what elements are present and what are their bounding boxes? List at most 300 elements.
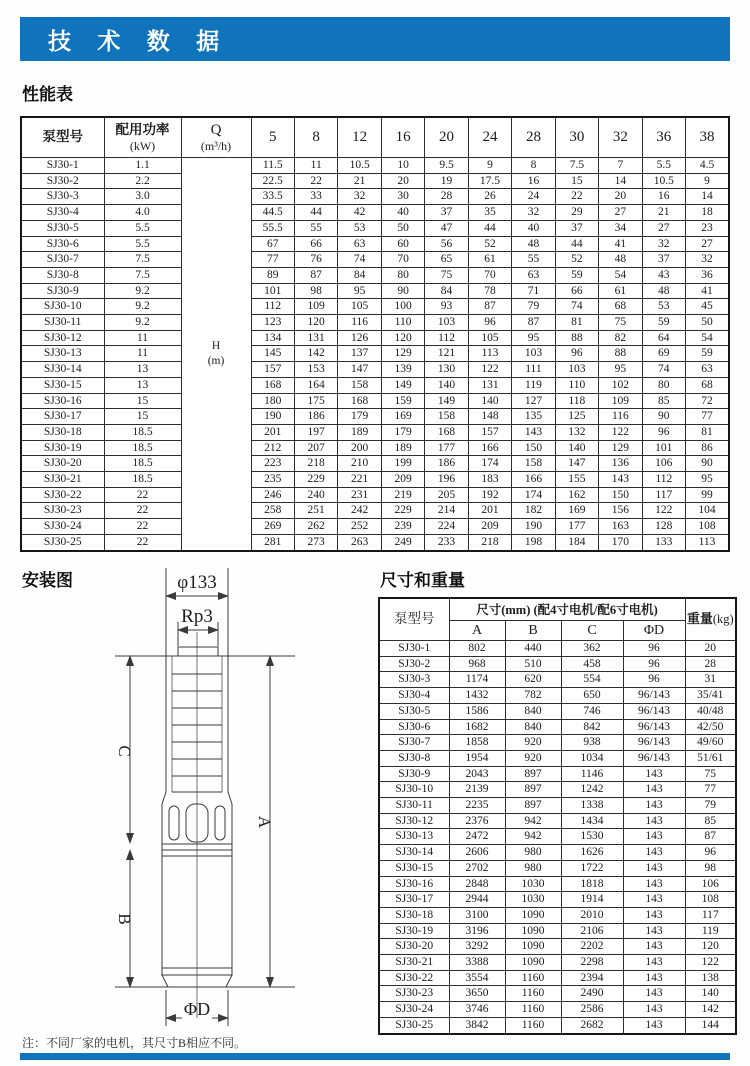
- perf-power: 9.2: [104, 315, 181, 331]
- dims-b: 920: [505, 750, 561, 766]
- perf-head-value: 214: [425, 503, 468, 519]
- discharge-flange: [178, 647, 218, 656]
- perf-model: SJ30-4: [21, 205, 104, 221]
- perf-head-value: 70: [468, 267, 511, 283]
- perf-head-value: 32: [338, 189, 381, 205]
- perf-head-value: 74: [555, 299, 598, 315]
- perf-head-value: 99: [686, 487, 729, 503]
- perf-power: 9.2: [104, 299, 181, 315]
- perf-head-value: 88: [555, 330, 598, 346]
- perf-row: [21, 205, 729, 221]
- perf-row: [21, 534, 729, 550]
- perf-head-value: 29: [555, 205, 598, 221]
- perf-head-value: 169: [555, 503, 598, 519]
- perf-head-value: 186: [294, 409, 337, 425]
- perf-head-value: 66: [555, 283, 598, 299]
- dims-a: 1858: [449, 735, 505, 751]
- flow-col-38: 38: [686, 117, 729, 158]
- page-title-text: 技 术 数 据: [48, 27, 230, 54]
- perf-row: [21, 252, 729, 268]
- perf-head-value: 96: [468, 315, 511, 331]
- perf-head-value: 155: [555, 472, 598, 488]
- flow-col-36: 36: [642, 117, 685, 158]
- dims-weight: 51/61: [685, 750, 736, 766]
- dims-model: SJ30-3: [379, 672, 449, 688]
- perf-power: 22: [104, 534, 181, 550]
- dims-d: 96: [623, 672, 685, 688]
- dims-row: [379, 876, 736, 892]
- inlet-slot-left: [169, 806, 179, 840]
- dims-sub-col-b: B: [505, 621, 561, 641]
- perf-head-value: 37: [555, 220, 598, 236]
- dims-d: 143: [623, 892, 685, 908]
- perf-head-value: 200: [338, 440, 381, 456]
- perf-head-value: 32: [686, 252, 729, 268]
- label-dim-a: A: [255, 815, 274, 829]
- dims-model: SJ30-17: [379, 892, 449, 908]
- perf-head-value: 44: [555, 236, 598, 252]
- dims-b: 1090: [505, 923, 561, 939]
- perf-head-value: 84: [425, 283, 468, 299]
- perf-head-value: 112: [251, 299, 294, 315]
- perf-head-value: 14: [599, 173, 642, 189]
- perf-head-value: 201: [468, 503, 511, 519]
- perf-head-value: 113: [468, 346, 511, 362]
- dims-col-model: 泵型号: [379, 598, 449, 641]
- perf-head-value: 190: [512, 519, 555, 535]
- dims-row: [379, 782, 736, 798]
- taper-left: [162, 792, 166, 804]
- perf-head-value: 150: [599, 487, 642, 503]
- dims-weight: 77: [685, 782, 736, 798]
- dims-d: 143: [623, 923, 685, 939]
- dims-model: SJ30-15: [379, 860, 449, 876]
- perf-head-value: 119: [512, 377, 555, 393]
- dims-a: 3196: [449, 923, 505, 939]
- perf-head-value: 56: [425, 236, 468, 252]
- perf-head-value: 163: [599, 519, 642, 535]
- perf-head-value: 54: [686, 330, 729, 346]
- dims-a: 3746: [449, 1002, 505, 1018]
- dims-model: SJ30-22: [379, 970, 449, 986]
- perf-head-value: 52: [555, 252, 598, 268]
- perf-head-value: 27: [642, 220, 685, 236]
- col-header-model: 泵型号: [21, 117, 104, 158]
- perf-row: [21, 299, 729, 315]
- performance-header-row: [21, 117, 729, 158]
- perf-head-value: 44: [468, 220, 511, 236]
- perf-row: [21, 440, 729, 456]
- perf-head-value: 50: [686, 315, 729, 331]
- perf-power: 18.5: [104, 472, 181, 488]
- dims-weight: 31: [685, 672, 736, 688]
- perf-model: SJ30-22: [21, 487, 104, 503]
- perf-head-value: 231: [338, 487, 381, 503]
- dims-d: 143: [623, 766, 685, 782]
- dims-d: 143: [623, 782, 685, 798]
- dims-a: 1682: [449, 719, 505, 735]
- perf-head-value: 168: [425, 424, 468, 440]
- dims-c: 1818: [561, 876, 623, 892]
- perf-power: 22: [104, 487, 181, 503]
- perf-head-value: 110: [555, 377, 598, 393]
- perf-head-value: 10: [381, 158, 424, 174]
- dims-a: 2043: [449, 766, 505, 782]
- dims-a: 3388: [449, 955, 505, 971]
- perf-head-value: 189: [381, 440, 424, 456]
- perf-head-value: 149: [425, 393, 468, 409]
- perf-head-value: 131: [294, 330, 337, 346]
- perf-head-value: 9.5: [425, 158, 468, 174]
- perf-head-value: 169: [381, 409, 424, 425]
- dims-col-weight: 重量(kg): [685, 598, 736, 641]
- perf-head-value: 126: [338, 330, 381, 346]
- perf-head-value: 140: [425, 377, 468, 393]
- perf-row: [21, 409, 729, 425]
- perf-head-value: 96: [642, 424, 685, 440]
- dims-b: 942: [505, 813, 561, 829]
- perf-row: [21, 283, 729, 299]
- dims-d: 143: [623, 986, 685, 1002]
- perf-head-value: 52: [468, 236, 511, 252]
- perf-head-value: 96: [555, 346, 598, 362]
- perf-head-value: 207: [294, 440, 337, 456]
- dims-weight: 40/48: [685, 703, 736, 719]
- col-header-power: 配用功率 (kW): [104, 117, 181, 158]
- perf-head-value: 112: [642, 472, 685, 488]
- perf-power: 1.1: [104, 158, 181, 174]
- perf-head-value: 11: [294, 158, 337, 174]
- perf-head-value: 179: [338, 409, 381, 425]
- perf-head-value: 162: [555, 487, 598, 503]
- perf-row: [21, 487, 729, 503]
- label-top-diameter: φ133: [177, 572, 217, 593]
- perf-head-value: 33.5: [251, 189, 294, 205]
- dims-b: 1090: [505, 939, 561, 955]
- perf-head-value: 148: [468, 409, 511, 425]
- perf-model: SJ30-3: [21, 189, 104, 205]
- perf-head-value: 133: [642, 534, 685, 550]
- perf-model: SJ30-24: [21, 519, 104, 535]
- perf-head-value: 22: [294, 173, 337, 189]
- dims-c: 1914: [561, 892, 623, 908]
- perf-head-value: 70: [381, 252, 424, 268]
- perf-head-value: 251: [294, 503, 337, 519]
- perf-head-value: 150: [512, 440, 555, 456]
- perf-head-value: 50: [381, 220, 424, 236]
- dims-row: [379, 1017, 736, 1033]
- dims-weight: 119: [685, 923, 736, 939]
- perf-head-value: 27: [599, 205, 642, 221]
- dims-row: [379, 955, 736, 971]
- perf-head-value: 158: [512, 456, 555, 472]
- dims-b: 782: [505, 688, 561, 704]
- perf-model: SJ30-16: [21, 393, 104, 409]
- dims-row: [379, 939, 736, 955]
- dims-model: SJ30-8: [379, 750, 449, 766]
- perf-row: [21, 519, 729, 535]
- dims-c: 2202: [561, 939, 623, 955]
- perf-head-value: 33: [294, 189, 337, 205]
- dims-weight: 140: [685, 986, 736, 1002]
- perf-head-value: 258: [251, 503, 294, 519]
- perf-model: SJ30-18: [21, 424, 104, 440]
- installation-section-heading: 安装图: [22, 571, 73, 590]
- dims-a: 1432: [449, 688, 505, 704]
- perf-head-value: 224: [425, 519, 468, 535]
- perf-head-value: 7: [599, 158, 642, 174]
- perf-row: [21, 424, 729, 440]
- dims-weight: 42/50: [685, 719, 736, 735]
- perf-head-value: 53: [642, 299, 685, 315]
- perf-head-value: 95: [512, 330, 555, 346]
- dims-c: 1338: [561, 798, 623, 814]
- dims-model: SJ30-20: [379, 939, 449, 955]
- perf-head-value: 252: [338, 519, 381, 535]
- dims-model: SJ30-6: [379, 719, 449, 735]
- dims-c: 2298: [561, 955, 623, 971]
- perf-head-value: 41: [599, 236, 642, 252]
- perf-head-value: 177: [555, 519, 598, 535]
- perf-head-value: 221: [338, 472, 381, 488]
- perf-head-value: 108: [686, 519, 729, 535]
- dims-row: [379, 813, 736, 829]
- perf-head-value: 14: [686, 189, 729, 205]
- perf-head-value: 212: [251, 440, 294, 456]
- perf-head-value: 142: [294, 346, 337, 362]
- perf-row: [21, 456, 729, 472]
- perf-head-value: 82: [599, 330, 642, 346]
- perf-head-value: 60: [381, 236, 424, 252]
- perf-power: 15: [104, 409, 181, 425]
- perf-head-value: 71: [512, 283, 555, 299]
- perf-head-value: 105: [468, 330, 511, 346]
- dims-d: 143: [623, 1002, 685, 1018]
- dims-c: 458: [561, 656, 623, 672]
- perf-head-value: 111: [512, 362, 555, 378]
- perf-head-value: 168: [251, 377, 294, 393]
- dims-model: SJ30-23: [379, 986, 449, 1002]
- perf-power: 5.5: [104, 236, 181, 252]
- perf-head-value: 63: [338, 236, 381, 252]
- dims-row: [379, 986, 736, 1002]
- bottom-accent-bar: [20, 1053, 730, 1060]
- perf-model: SJ30-7: [21, 252, 104, 268]
- dims-b: 1030: [505, 876, 561, 892]
- perf-head-value: 158: [338, 377, 381, 393]
- perf-head-value: 168: [338, 393, 381, 409]
- dims-b: 920: [505, 735, 561, 751]
- dims-model: SJ30-11: [379, 798, 449, 814]
- dims-c: 1146: [561, 766, 623, 782]
- perf-head-value: 66: [294, 236, 337, 252]
- dims-b: 942: [505, 829, 561, 845]
- perf-head-value: 81: [555, 315, 598, 331]
- perf-row: [21, 267, 729, 283]
- perf-head-value: 121: [425, 346, 468, 362]
- dims-a: 2944: [449, 892, 505, 908]
- perf-head-value: 30: [381, 189, 424, 205]
- dims-d: 143: [623, 813, 685, 829]
- perf-head-value: 147: [555, 456, 598, 472]
- dims-d: 96: [623, 656, 685, 672]
- perf-head-value: 110: [381, 315, 424, 331]
- dims-weight: 142: [685, 1002, 736, 1018]
- perf-model: SJ30-17: [21, 409, 104, 425]
- perf-row: [21, 346, 729, 362]
- perf-head-value: 64: [642, 330, 685, 346]
- perf-head-value: 65: [425, 252, 468, 268]
- dims-d: 143: [623, 876, 685, 892]
- perf-head-value: 174: [468, 456, 511, 472]
- dims-b: 1090: [505, 907, 561, 923]
- dims-model: SJ30-1: [379, 641, 449, 657]
- perf-head-value: 34: [599, 220, 642, 236]
- dims-c: 938: [561, 735, 623, 751]
- perf-head-value: 192: [468, 487, 511, 503]
- perf-power: 11: [104, 330, 181, 346]
- dims-weight: 122: [685, 955, 736, 971]
- perf-model: SJ30-19: [21, 440, 104, 456]
- perf-head-value: 116: [599, 409, 642, 425]
- dims-model: SJ30-21: [379, 955, 449, 971]
- dims-row: [379, 1002, 736, 1018]
- perf-model: SJ30-11: [21, 315, 104, 331]
- perf-row: [21, 236, 729, 252]
- perf-head-value: 28: [425, 189, 468, 205]
- dims-size-header: 尺寸(mm) (配4寸电机/配6寸电机): [449, 598, 685, 621]
- dims-d: 96/143: [623, 735, 685, 751]
- perf-power: 22: [104, 503, 181, 519]
- dims-row: [379, 641, 736, 657]
- dims-a: 2606: [449, 845, 505, 861]
- perf-head-value: 170: [599, 534, 642, 550]
- dims-weight: 85: [685, 813, 736, 829]
- perf-head-value: 23: [686, 220, 729, 236]
- perf-head-value: 72: [686, 393, 729, 409]
- dims-row: [379, 829, 736, 845]
- flow-col-5: 5: [251, 117, 294, 158]
- dims-d: 143: [623, 907, 685, 923]
- perf-power: 3.0: [104, 189, 181, 205]
- dims-weight: 138: [685, 970, 736, 986]
- dims-model: SJ30-16: [379, 876, 449, 892]
- flow-col-20: 20: [425, 117, 468, 158]
- dims-a: 2702: [449, 860, 505, 876]
- dims-weight: 96: [685, 845, 736, 861]
- head-unit-cell: H (m): [181, 158, 251, 551]
- perf-power: 7.5: [104, 267, 181, 283]
- dims-model: SJ30-10: [379, 782, 449, 798]
- dims-row: [379, 766, 736, 782]
- perf-head-value: 242: [338, 503, 381, 519]
- perf-head-value: 117: [642, 487, 685, 503]
- dims-model: SJ30-7: [379, 735, 449, 751]
- perf-head-value: 80: [381, 267, 424, 283]
- perf-row: [21, 330, 729, 346]
- perf-head-value: 190: [251, 409, 294, 425]
- perf-head-value: 219: [381, 487, 424, 503]
- perf-head-value: 137: [338, 346, 381, 362]
- dims-row: [379, 750, 736, 766]
- perf-head-value: 182: [512, 503, 555, 519]
- dims-model: SJ30-5: [379, 703, 449, 719]
- perf-head-value: 4.5: [686, 158, 729, 174]
- flow-col-28: 28: [512, 117, 555, 158]
- perf-head-value: 246: [251, 487, 294, 503]
- perf-head-value: 55: [294, 220, 337, 236]
- dims-row: [379, 923, 736, 939]
- perf-row: [21, 220, 729, 236]
- perf-head-value: 262: [294, 519, 337, 535]
- perf-model: SJ30-6: [21, 236, 104, 252]
- flow-col-24: 24: [468, 117, 511, 158]
- perf-head-value: 140: [555, 440, 598, 456]
- perf-head-value: 88: [599, 346, 642, 362]
- dims-weight: 98: [685, 860, 736, 876]
- flow-col-32: 32: [599, 117, 642, 158]
- perf-head-value: 9: [468, 158, 511, 174]
- dims-row: [379, 735, 736, 751]
- dims-weight: 35/41: [685, 688, 736, 704]
- perf-head-value: 8: [512, 158, 555, 174]
- perf-head-value: 59: [686, 346, 729, 362]
- perf-head-value: 98: [294, 283, 337, 299]
- perf-head-value: 129: [381, 346, 424, 362]
- dims-b: 1160: [505, 1002, 561, 1018]
- perf-head-value: 122: [642, 503, 685, 519]
- dims-b: 840: [505, 703, 561, 719]
- perf-head-value: 37: [642, 252, 685, 268]
- perf-head-value: 143: [512, 424, 555, 440]
- perf-model: SJ30-25: [21, 534, 104, 550]
- perf-head-value: 281: [251, 534, 294, 550]
- dims-d: 96/143: [623, 750, 685, 766]
- dims-b: 897: [505, 766, 561, 782]
- dims-c: 2586: [561, 1002, 623, 1018]
- perf-head-value: 132: [555, 424, 598, 440]
- dims-weight: 79: [685, 798, 736, 814]
- perf-head-value: 104: [686, 503, 729, 519]
- perf-head-value: 273: [294, 534, 337, 550]
- performance-section-heading: 性能表: [22, 85, 73, 104]
- label-dim-c: C: [115, 745, 134, 757]
- perf-head-value: 239: [381, 519, 424, 535]
- perf-power: 18.5: [104, 440, 181, 456]
- perf-head-value: 67: [251, 236, 294, 252]
- perf-power: 7.5: [104, 252, 181, 268]
- dims-model: SJ30-24: [379, 1002, 449, 1018]
- perf-head-value: 140: [468, 393, 511, 409]
- dimensions-table-body: [379, 641, 736, 1034]
- perf-power: 13: [104, 377, 181, 393]
- perf-head-value: 177: [425, 440, 468, 456]
- dims-b: 620: [505, 672, 561, 688]
- dims-c: 1530: [561, 829, 623, 845]
- perf-head-value: 75: [425, 267, 468, 283]
- dims-weight: 120: [685, 939, 736, 955]
- perf-head-value: 156: [599, 503, 642, 519]
- perf-head-value: 180: [251, 393, 294, 409]
- perf-head-value: 63: [686, 362, 729, 378]
- dims-d: 143: [623, 939, 685, 955]
- perf-head-value: 131: [468, 377, 511, 393]
- perf-head-value: 16: [512, 173, 555, 189]
- perf-head-value: 37: [425, 205, 468, 221]
- dims-row: [379, 703, 736, 719]
- dims-a: 3292: [449, 939, 505, 955]
- perf-head-value: 112: [425, 330, 468, 346]
